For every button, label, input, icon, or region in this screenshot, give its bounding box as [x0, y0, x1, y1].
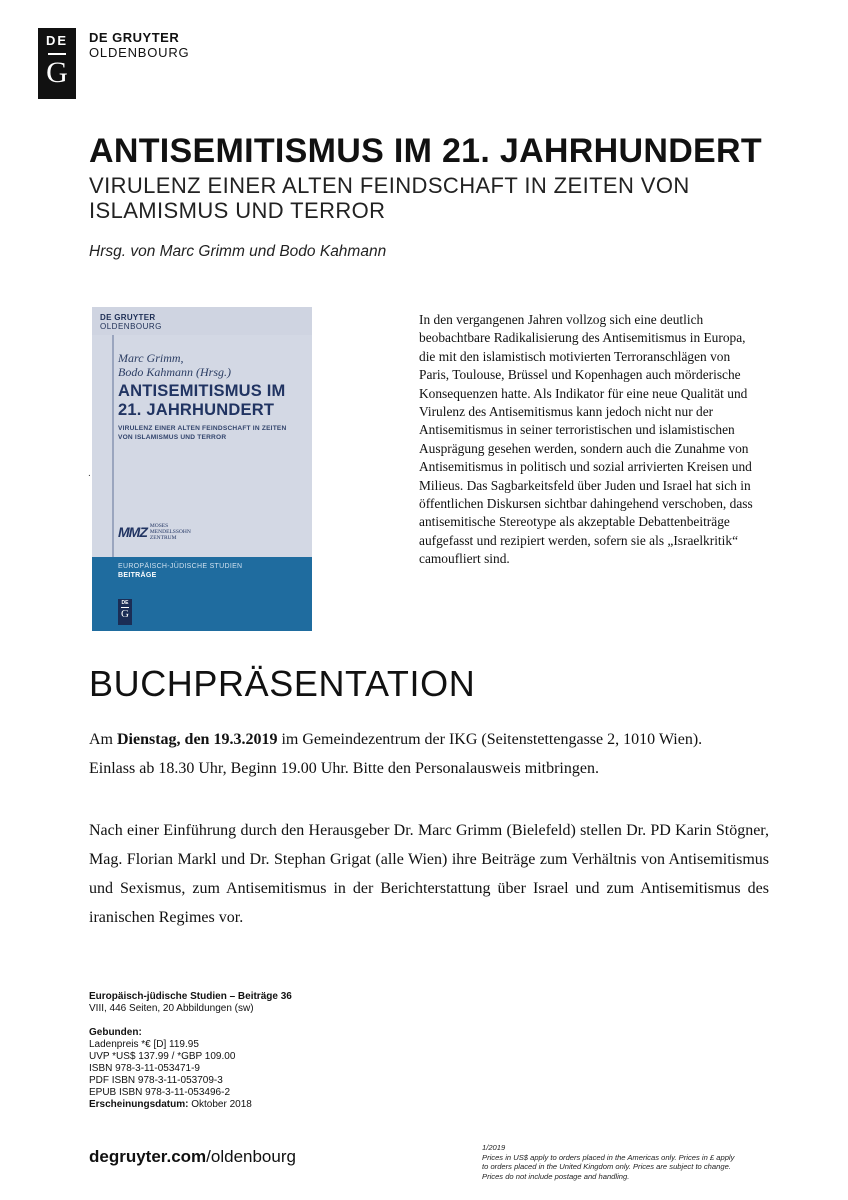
book-title: ANTISEMITISMUS IM 21. JAHRHUNDERT: [89, 132, 762, 170]
logo-de-text: DE: [45, 33, 69, 48]
meta-pdf-isbn: PDF ISBN 978-3-11-053709-3: [89, 1075, 223, 1086]
cover-series-line2: BEITRÄGE: [118, 572, 157, 579]
logo-g-text: G: [46, 56, 68, 89]
book-metadata: [89, 991, 292, 1111]
website-link[interactable]: [89, 1147, 296, 1167]
event-date: Dienstag, den 19.3.2019: [117, 731, 278, 748]
cover-series-line1: EUROPÄISCH-JÜDISCHE STUDIEN: [118, 563, 243, 570]
cover-mmz-logo: [118, 523, 191, 541]
cover-logo-de: DE: [121, 600, 129, 606]
price-notes: [482, 1143, 742, 1181]
cover-publisher-line2: OLDENBOURG: [100, 322, 162, 331]
book-editors: Hrsg. von Marc Grimm und Bodo Kahmann: [89, 243, 387, 260]
cover-series-band: [92, 557, 312, 631]
mmz-line3: ZENTRUM: [149, 535, 177, 541]
publisher-name: [89, 30, 189, 60]
price-disclaimer: Prices in US$ apply to orders placed in the Americas only. Prices in £ apply to orders placed in the United Kingdom only. Prices are subject to change. Prices do not include postage and handling.: [482, 1152, 735, 1181]
meta-extent: VIII, 446 Seiten, 20 Abbildungen (sw): [89, 1003, 254, 1014]
meta-pubdate: [89, 1099, 292, 1111]
publisher-name-line1: DE GRUYTER: [89, 30, 180, 45]
meta-gap: [89, 1015, 292, 1027]
meta-isbn: ISBN 978-3-11-053471-9: [89, 1063, 200, 1074]
event-line2: Einlass ab 18.30 Uhr, Beginn 19.00 Uhr. Bitte den Personalausweis mitbringen.: [89, 760, 599, 777]
cover-title: [118, 382, 285, 420]
body-paragraph: Nach einer Einführung durch den Herausgeber Dr. Marc Grimm (Bielefeld) stellen Dr. PD Karin Stögner, Mag. Florian Markl und Dr. Stephan Grigat (alle Wien) ihre Beiträge zum Verhältnis von Antisemitismus und Sexismus, zum Antisemitismus in der Berichterstattung über Israel und zum Antisemitismus des iranischen Regimes vor.: [89, 822, 769, 926]
cover-publisher: [92, 307, 312, 335]
cover-logo-g: G: [121, 608, 129, 620]
mmz-mark: MMZ: [118, 524, 147, 540]
cover-subtitle-line1: VIRULENZ EINER ALTEN FEINDSCHAFT IN ZEITEN: [118, 425, 287, 432]
website-domain: degruyter.com: [89, 1147, 207, 1166]
logo-divider: [48, 53, 66, 55]
cover-author-line1: Marc Grimm,: [118, 351, 184, 365]
mmz-line2: MENDELSSOHN: [149, 529, 191, 535]
cover-vertical-rule: [112, 335, 114, 575]
meta-pubdate-label: Erscheinungsdatum:: [89, 1099, 189, 1110]
section-title: BUCHPRÄSENTATION: [89, 663, 476, 704]
stray-mark: .: [88, 468, 91, 479]
event-line1: [89, 725, 769, 754]
event-info: [89, 725, 769, 783]
cover-title-line2: 21. JAHRHUNDERT: [118, 401, 275, 419]
cover-publisher-logo: [118, 599, 132, 625]
meta-price-eur: Ladenpreis *€ [D] 119.95: [89, 1039, 199, 1050]
cover-authors: [118, 351, 231, 379]
event-venue: im Gemeindezentrum der IKG (Seitenstettengasse 2, 1010 Wien).: [277, 731, 703, 748]
mmz-line1: MOSES: [149, 523, 169, 529]
publisher-name-line2: OLDENBOURG: [89, 45, 190, 60]
doc-code: 1/2019: [482, 1143, 506, 1152]
book-cover: [92, 307, 312, 631]
cover-author-line2: Bodo Kahmann (Hrsg.): [118, 365, 231, 379]
cover-subtitle-line2: VON ISLAMISMUS UND TERROR: [118, 434, 227, 441]
meta-series: Europäisch-jüdische Studien – Beiträge 36: [89, 991, 292, 1002]
cover-title-line1: ANTISEMITISMUS IM: [118, 382, 286, 400]
website-path: /oldenbourg: [206, 1147, 296, 1166]
cover-publisher-line1: DE GRUYTER: [100, 313, 156, 322]
publisher-logo: [38, 28, 76, 99]
meta-pubdate-value: Oktober 2018: [188, 1099, 252, 1110]
event-prefix: Am: [89, 731, 117, 748]
meta-price-usd-gbp: UVP *US$ 137.99 / *GBP 109.00: [89, 1051, 236, 1062]
book-description: In den vergangenen Jahren vollzog sich eine deutlich beobachtbare Radikalisierung des Antisemitismus in Europa, die mit den islamistisch motivierten Terroranschlägen von Paris, Toulouse, Brüssel und Kopenhagen auch mörderische Konsequenzen hatte. Als Indikator für eine neue Qualität und Virulenz des Antisemitismus kann jedoch nicht nur der Antisemitismus in seiner terroristischen und islamistischen Ausprägung gesehen werden, sondern auch die Zunahme von Antisemitismus in politisch und sozial arrivierten Kreisen und Milieus. Das Sagbarkeitsfeld über Juden und Israel hat sich in öffentlichen Diskursen sichtbar dahingehend verschoben, dass antisemitische Stereotype als akzeptable Debattenbeiträge aufgefasst und rezipiert werden, sofern sie als „Israelkritik“ camoufliert sind.: [419, 312, 753, 567]
cover-subtitle: [118, 424, 308, 442]
meta-binding-label: Gebunden:: [89, 1027, 142, 1038]
book-subtitle: VIRULENZ EINER ALTEN FEINDSCHAFT IN ZEITEN VON ISLAMISMUS UND TERROR: [89, 173, 690, 223]
mmz-text: [150, 523, 191, 541]
meta-epub-isbn: EPUB ISBN 978-3-11-053496-2: [89, 1087, 231, 1098]
